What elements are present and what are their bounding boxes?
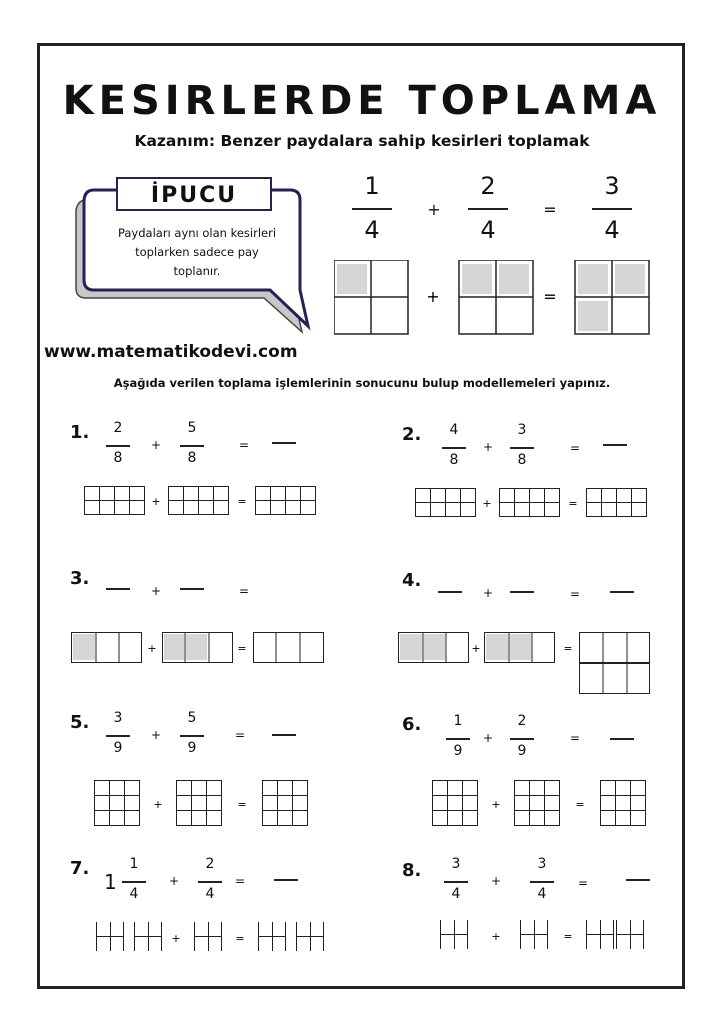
learning-objective: Kazanım: Benzer paydalara sahip kesirleri toplamak — [134, 132, 590, 150]
q8-a-denominator: 4 — [451, 886, 461, 902]
q1-a-denominator: 8 — [113, 450, 123, 466]
question-number: 8. — [402, 860, 422, 881]
q5-a-numerator: 3 — [113, 710, 123, 726]
equals-sign: = — [234, 874, 246, 888]
q7-models — [96, 922, 328, 954]
equals-sign: = — [235, 932, 245, 945]
plus-sign: + — [482, 440, 494, 454]
plus-sign: + — [471, 642, 481, 655]
fraction-bar — [122, 881, 146, 883]
example-b-denominator: 4 — [480, 216, 496, 244]
equals-sign: = — [238, 438, 250, 452]
equals-sign: = — [569, 587, 581, 601]
q2-a-numerator: 4 — [449, 422, 459, 438]
plus-sign: + — [491, 798, 501, 811]
q1-models — [84, 486, 324, 516]
fraction-bar — [592, 208, 632, 210]
q7-b-numerator: 2 — [205, 856, 215, 872]
answer-blank[interactable] — [106, 588, 130, 590]
question-number: 1. — [70, 422, 90, 443]
equals-sign: = — [569, 731, 581, 745]
plus-sign: + — [490, 874, 502, 888]
equals-sign: = — [563, 930, 573, 943]
q7-a-whole: 1 — [104, 870, 117, 894]
q8-models — [440, 920, 652, 952]
answer-blank[interactable] — [180, 588, 204, 590]
plus-sign: + — [150, 438, 162, 452]
equals-sign: = — [543, 287, 557, 306]
fraction-bar — [442, 447, 466, 449]
equals-sign: = — [577, 876, 589, 890]
equals-sign: = — [237, 495, 247, 508]
plus-sign: + — [171, 932, 181, 945]
hint-line: toplanır. — [173, 264, 221, 278]
q7-a-numerator: 1 — [129, 856, 139, 872]
page-title: KESIRLERDE TOPLAMA — [62, 78, 662, 124]
equals-sign: = — [237, 642, 247, 655]
q6-a-numerator: 1 — [453, 713, 463, 729]
answer-blank[interactable] — [610, 738, 634, 740]
question-number: 4. — [402, 570, 422, 591]
answer-blank[interactable] — [510, 591, 534, 593]
q1-a-numerator: 2 — [113, 420, 123, 436]
q4-models — [398, 632, 654, 696]
example-a-numerator: 1 — [364, 172, 380, 200]
answer-blank[interactable] — [603, 444, 627, 446]
plus-sign: + — [427, 200, 441, 219]
q8-b-denominator: 4 — [537, 886, 547, 902]
fraction-bar — [468, 208, 508, 210]
hint-line: toplarken sadece pay — [135, 245, 259, 259]
answer-blank[interactable] — [272, 734, 296, 736]
q6-a-denominator: 9 — [453, 743, 463, 759]
q5-b-numerator: 5 — [187, 710, 197, 726]
question-number: 6. — [402, 714, 422, 735]
question-number: 2. — [402, 424, 422, 445]
plus-sign: + — [482, 731, 494, 745]
q5-models — [94, 780, 316, 828]
hint-text — [92, 224, 302, 281]
plus-sign: + — [491, 930, 501, 943]
q5-a-denominator: 9 — [113, 740, 123, 756]
fraction-bar — [106, 735, 130, 737]
q2-models — [415, 488, 655, 518]
plus-sign: + — [482, 497, 492, 510]
q8-a-numerator: 3 — [451, 856, 461, 872]
plus-sign: + — [482, 586, 494, 600]
fraction-bar — [180, 735, 204, 737]
equals-sign: = — [238, 584, 250, 598]
q6-models — [432, 780, 654, 828]
answer-blank[interactable] — [272, 442, 296, 444]
q1-b-numerator: 5 — [187, 420, 197, 436]
answer-blank[interactable] — [438, 591, 462, 593]
example-models — [334, 260, 654, 338]
equals-sign: = — [569, 441, 581, 455]
fraction-bar — [106, 445, 130, 447]
equals-sign: = — [568, 497, 578, 510]
q6-b-denominator: 9 — [517, 743, 527, 759]
plus-sign: + — [150, 584, 162, 598]
answer-blank[interactable] — [610, 591, 634, 593]
example-result-numerator: 3 — [604, 172, 620, 200]
answer-blank[interactable] — [626, 879, 650, 881]
q8-b-numerator: 3 — [537, 856, 547, 872]
q7-b-denominator: 4 — [205, 886, 215, 902]
hint-line: Paydaları aynı olan kesirleri — [117, 226, 277, 240]
q2-b-denominator: 8 — [517, 452, 527, 468]
plus-sign: + — [147, 642, 157, 655]
example-model-b — [459, 260, 533, 334]
instruction-text: Aşağıda verilen toplama işlemlerinin sonucunu bulup modellemeleri yapınız. — [113, 376, 611, 390]
equals-sign: = — [543, 200, 557, 219]
fraction-bar — [446, 738, 470, 740]
q1-b-denominator: 8 — [187, 450, 197, 466]
example-result-denominator: 4 — [604, 216, 620, 244]
plus-sign: + — [151, 495, 161, 508]
q5-b-denominator: 9 — [187, 740, 197, 756]
example-model-result — [575, 260, 649, 334]
fraction-bar — [198, 881, 222, 883]
plus-sign: + — [153, 798, 163, 811]
equals-sign: = — [575, 798, 585, 811]
equals-sign: = — [234, 728, 246, 742]
question-number: 5. — [70, 712, 90, 733]
fraction-bar — [180, 445, 204, 447]
question-number: 7. — [70, 858, 90, 879]
plus-sign: + — [150, 728, 162, 742]
equals-sign: = — [563, 642, 573, 655]
fraction-bar — [444, 881, 468, 883]
fraction-bar — [510, 738, 534, 740]
answer-blank[interactable] — [274, 879, 298, 881]
plus-sign: + — [168, 874, 180, 888]
question-number: 3. — [70, 568, 90, 589]
website-url: www.matematikodevi.com — [44, 342, 298, 362]
example-model-a — [334, 260, 408, 334]
fraction-bar — [510, 447, 534, 449]
plus-sign: + — [426, 287, 440, 306]
q2-a-denominator: 8 — [449, 452, 459, 468]
q3-models — [71, 632, 327, 666]
q6-b-numerator: 2 — [517, 713, 527, 729]
q2-b-numerator: 3 — [517, 422, 527, 438]
q7-a-denominator: 4 — [129, 886, 139, 902]
fraction-bar — [530, 881, 554, 883]
example-a-denominator: 4 — [364, 216, 380, 244]
example-b-numerator: 2 — [480, 172, 496, 200]
fraction-bar — [352, 208, 392, 210]
equals-sign: = — [237, 798, 247, 811]
hint-title: İPUCU — [116, 177, 272, 211]
